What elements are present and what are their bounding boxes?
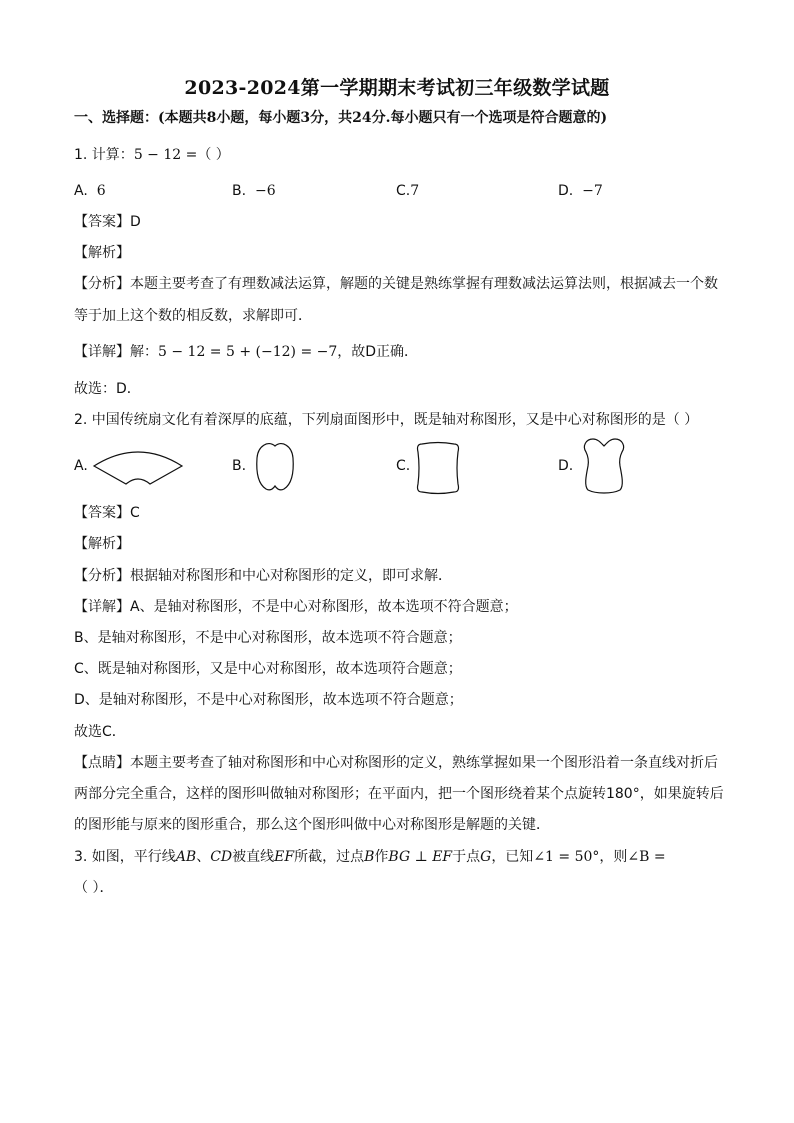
q2-option-d-label: D. bbox=[558, 458, 574, 474]
q1-solution-expression: 5 − 12 = 5 + (−12) = −7 bbox=[158, 344, 338, 360]
q1-jiexi-label: 【解析】 bbox=[74, 245, 130, 261]
q3-perpendicular: BG ⊥ EF bbox=[388, 849, 453, 865]
q2-option-b-label: B. bbox=[232, 458, 247, 474]
q3-text-4: 作 bbox=[374, 849, 389, 865]
q1-option-d-value: −7 bbox=[582, 183, 603, 199]
q1-solution-suffix: ，故D正确． bbox=[337, 344, 419, 360]
page-title: 2023-2024第一学期期末考试初三年级数学试题 bbox=[184, 77, 610, 99]
q3-separator: 、 bbox=[196, 849, 211, 865]
q2-analysis: 【分析】根据轴对称图形和中心对称图形的定义，即可求解． bbox=[74, 568, 452, 584]
q1-analysis-line-1: 【分析】本题主要考查了有理数减法运算，解题的关键是熟练掌握有理数减法运算法则，根据减去一个数 bbox=[74, 276, 718, 292]
q1-answer: 【答案】D bbox=[74, 214, 141, 230]
q1-analysis-line-2: 等于加上这个数的相反数，求解即可． bbox=[74, 308, 312, 324]
q1-stem bbox=[74, 145, 230, 165]
cloud-fan-shape-icon bbox=[580, 436, 628, 496]
heart-fan-shape-icon bbox=[252, 440, 298, 494]
q3-point-g: G bbox=[480, 849, 492, 865]
q3-text-6: ，已知 bbox=[491, 849, 534, 865]
q1-option-b-value: −6 bbox=[254, 183, 276, 199]
q1-solution-prefix: 【详解】解： bbox=[74, 344, 158, 360]
q1-option-a-label: A. bbox=[74, 183, 88, 199]
q1-option-c-value: 7 bbox=[410, 183, 420, 199]
q1-option-d bbox=[558, 181, 603, 201]
q1-option-c bbox=[396, 181, 419, 201]
q2-answer: 【答案】C bbox=[74, 505, 140, 521]
q1-option-c-label: C. bbox=[396, 183, 411, 199]
q1-choice: 故选：D． bbox=[74, 381, 141, 397]
q2-stem: 2. 中国传统扇文化有着深厚的底蕴，下列扇面图形中，既是轴对称图形，又是中心对称图形的是（ ） bbox=[74, 412, 699, 428]
q3-stem bbox=[74, 847, 666, 867]
rounded-square-fan-shape-icon bbox=[414, 440, 462, 496]
section-heading: 一、选择题：(本题共8小题，每小题3分，共24分.每小题只有一个选项是符合题意的) bbox=[74, 110, 608, 126]
q2-solution-b: B、是轴对称图形，不是中心对称图形，故本选项不符合题意； bbox=[74, 630, 462, 646]
q2-solution-a: 【详解】A、是轴对称图形，不是中心对称图形，故本选项不符合题意； bbox=[74, 599, 518, 615]
q3-text-5: 于点 bbox=[452, 849, 481, 865]
q1-option-b bbox=[232, 181, 276, 201]
q2-jiexi-label: 【解析】 bbox=[74, 536, 130, 552]
q3-stem-line-2: （ ）． bbox=[74, 880, 114, 896]
q3-text-1: 3. 如图，平行线 bbox=[74, 849, 176, 865]
fan-sector-shape-icon bbox=[92, 444, 184, 492]
q1-expression: 5 − 12 = bbox=[133, 147, 198, 163]
q3-line-cd: CD bbox=[210, 849, 233, 865]
q1-option-a bbox=[74, 181, 106, 201]
q1-option-d-label: D. bbox=[558, 183, 574, 199]
q3-text-7: ，则 bbox=[599, 849, 628, 865]
q2-solution-d: D、是轴对称图形，不是中心对称图形，故本选项不符合题意； bbox=[74, 692, 463, 708]
q3-point-b: B bbox=[364, 849, 375, 865]
q2-choice: 故选C． bbox=[74, 724, 126, 740]
q1-stem-prefix: 1. 计算： bbox=[74, 147, 134, 163]
q3-line-ab: AB bbox=[175, 849, 197, 865]
q3-text-2: 被直线 bbox=[232, 849, 275, 865]
q2-remark-line-1: 【点睛】本题主要考查了轴对称图形和中心对称图形的定义，熟练掌握如果一个图形沿着一条直线对折后 bbox=[74, 755, 718, 771]
q1-stem-suffix: （ ） bbox=[197, 147, 230, 163]
q2-remark-line-3: 的图形能与原来的图形重合，那么这个图形叫做中心对称图形是解题的关键． bbox=[74, 817, 550, 833]
q3-line-ef: EF bbox=[274, 849, 295, 865]
q2-remark-line-2: 两部分完全重合，这样的图形叫做轴对称图形；在平面内，把一个图形绕着某个点旋转180°，如果旋转后 bbox=[74, 786, 724, 802]
q1-option-a-value: 6 bbox=[96, 183, 106, 199]
q3-angle-1: ∠1 = 50° bbox=[533, 849, 600, 865]
q2-option-a-label: A. bbox=[74, 458, 88, 474]
q2-option-c-label: C. bbox=[396, 458, 411, 474]
q3-angle-b: ∠B = bbox=[627, 849, 666, 865]
q2-solution-c: C、既是轴对称图形，又是中心对称图形，故本选项符合题意； bbox=[74, 661, 462, 677]
q3-text-3: 所截，过点 bbox=[294, 849, 365, 865]
q1-solution bbox=[74, 342, 418, 362]
q1-option-b-label: B. bbox=[232, 183, 247, 199]
